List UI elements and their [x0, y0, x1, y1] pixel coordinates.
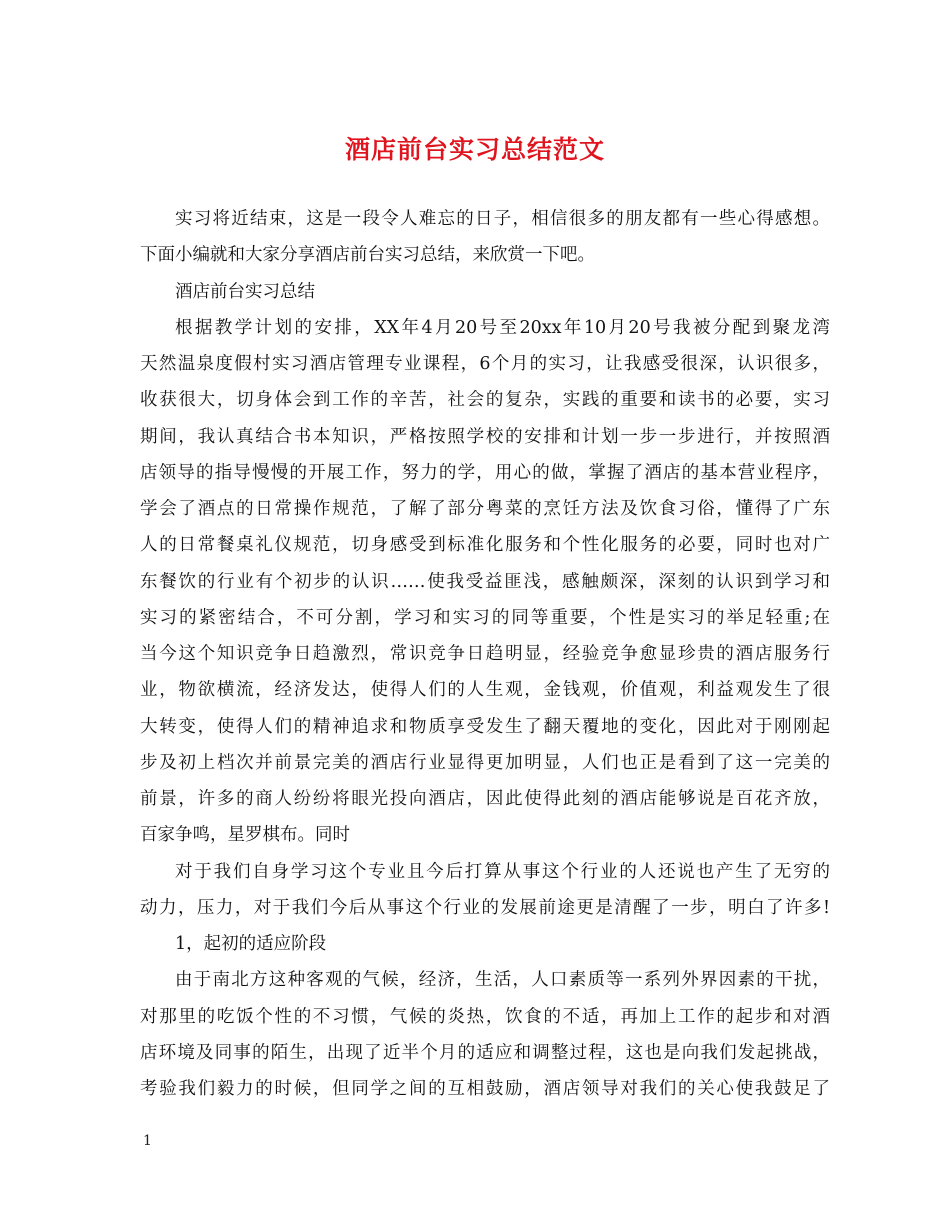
document-body — [140, 201, 830, 1107]
text-line: 大转变，使得人们的精神追求和物质享受发生了翻天覆地的变化，因此对于刚刚起 — [140, 716, 830, 737]
text-line: 东餐饮的行业有个初步的认识……使我受益匪浅，感触颇深，深刻的认识到学习和 — [140, 571, 830, 592]
text-line: 当今这个知识竞争日趋激烈，常识竞争日趋明显，经验竞争愈显珍贵的酒店服务行 — [140, 644, 830, 664]
text-line: 由于南北方这种客观的气候，经济，生活，人口素质等一系列外界因素的干扰， — [175, 970, 830, 991]
text-line: 步及初上档次并前景完美的酒店行业显得更加明显，人们也正是看到了这一完美的 — [140, 752, 830, 773]
text-line: 期间，我认真结合书本知识，严格按照学校的安排和计划一步一步进行，并按照酒 — [140, 426, 830, 447]
text-line: 百家争鸣，星罗棋布。同时 — [140, 825, 350, 846]
section-heading: 酒店前台实习总结 — [175, 281, 315, 302]
text-line: 动力，压力，对于我们今后从事这个行业的发展前途更是清醒了一步，明白了许多! — [140, 897, 830, 918]
text-line: 店领导的指导慢慢的开展工作，努力的学，用心的做，掌握了酒店的基本营业程序， — [140, 462, 830, 483]
text-line: 业，物欲横流，经济发达，使得人们的人生观，金钱观，价值观，利益观发生了很 — [140, 680, 830, 701]
page-number: 1 — [143, 1133, 152, 1149]
text-line: 考验我们毅力的时候，但同学之间的互相鼓励，酒店领导对我们的关心使我鼓足了 — [140, 1079, 830, 1099]
text-line: 前景，许多的商人纷纷将眼光投向酒店，因此使得此刻的酒店能够说是百花齐放， — [140, 789, 830, 809]
text-line: 学会了酒点的日常操作规范，了解了部分粤菜的烹饪方法及饮食习俗，懂得了广东 — [140, 499, 830, 519]
text-line: 实习的紧密结合，不可分割，学习和实习的同等重要，个性是实习的举足轻重;在 — [140, 607, 830, 628]
text-line: 实习将近结束，这是一段令人难忘的日子，相信很多的朋友都有一些心得感想。 — [175, 209, 830, 229]
text-line: 店环境及同事的陌生，出现了近半个月的适应和调整过程，这也是向我们发起挑战， — [140, 1042, 830, 1063]
text-line: 对那里的吃饭个性的不习惯，气候的炎热，饮食的不适，再加上工作的起步和对酒 — [140, 1006, 830, 1027]
text-line: 人的日常餐桌礼仪规范，切身感受到标准化服务和个性化服务的必要，同时也对广 — [140, 535, 830, 556]
text-line: 下面小编就和大家分享酒店前台实习总结，来欣赏一下吧。 — [140, 245, 595, 266]
text-line: 天然温泉度假村实习酒店管理专业课程，6个月的实习，让我感受很深，认识很多， — [140, 354, 830, 374]
document-title: 酒店前台实习总结范文 — [344, 135, 605, 164]
text-line: 根据教学计划的安排，XX年4月20号至20xx年10月20号我被分配到聚龙湾 — [175, 317, 830, 338]
text-line: 对于我们自身学习这个专业且今后打算从事这个行业的人还说也产生了无穷的 — [175, 861, 830, 882]
section-heading: 1，起初的适应阶段 — [175, 934, 327, 954]
text-line: 收获很大，切身体会到工作的辛苦，社会的复杂，实践的重要和读书的必要，实习 — [140, 390, 830, 411]
